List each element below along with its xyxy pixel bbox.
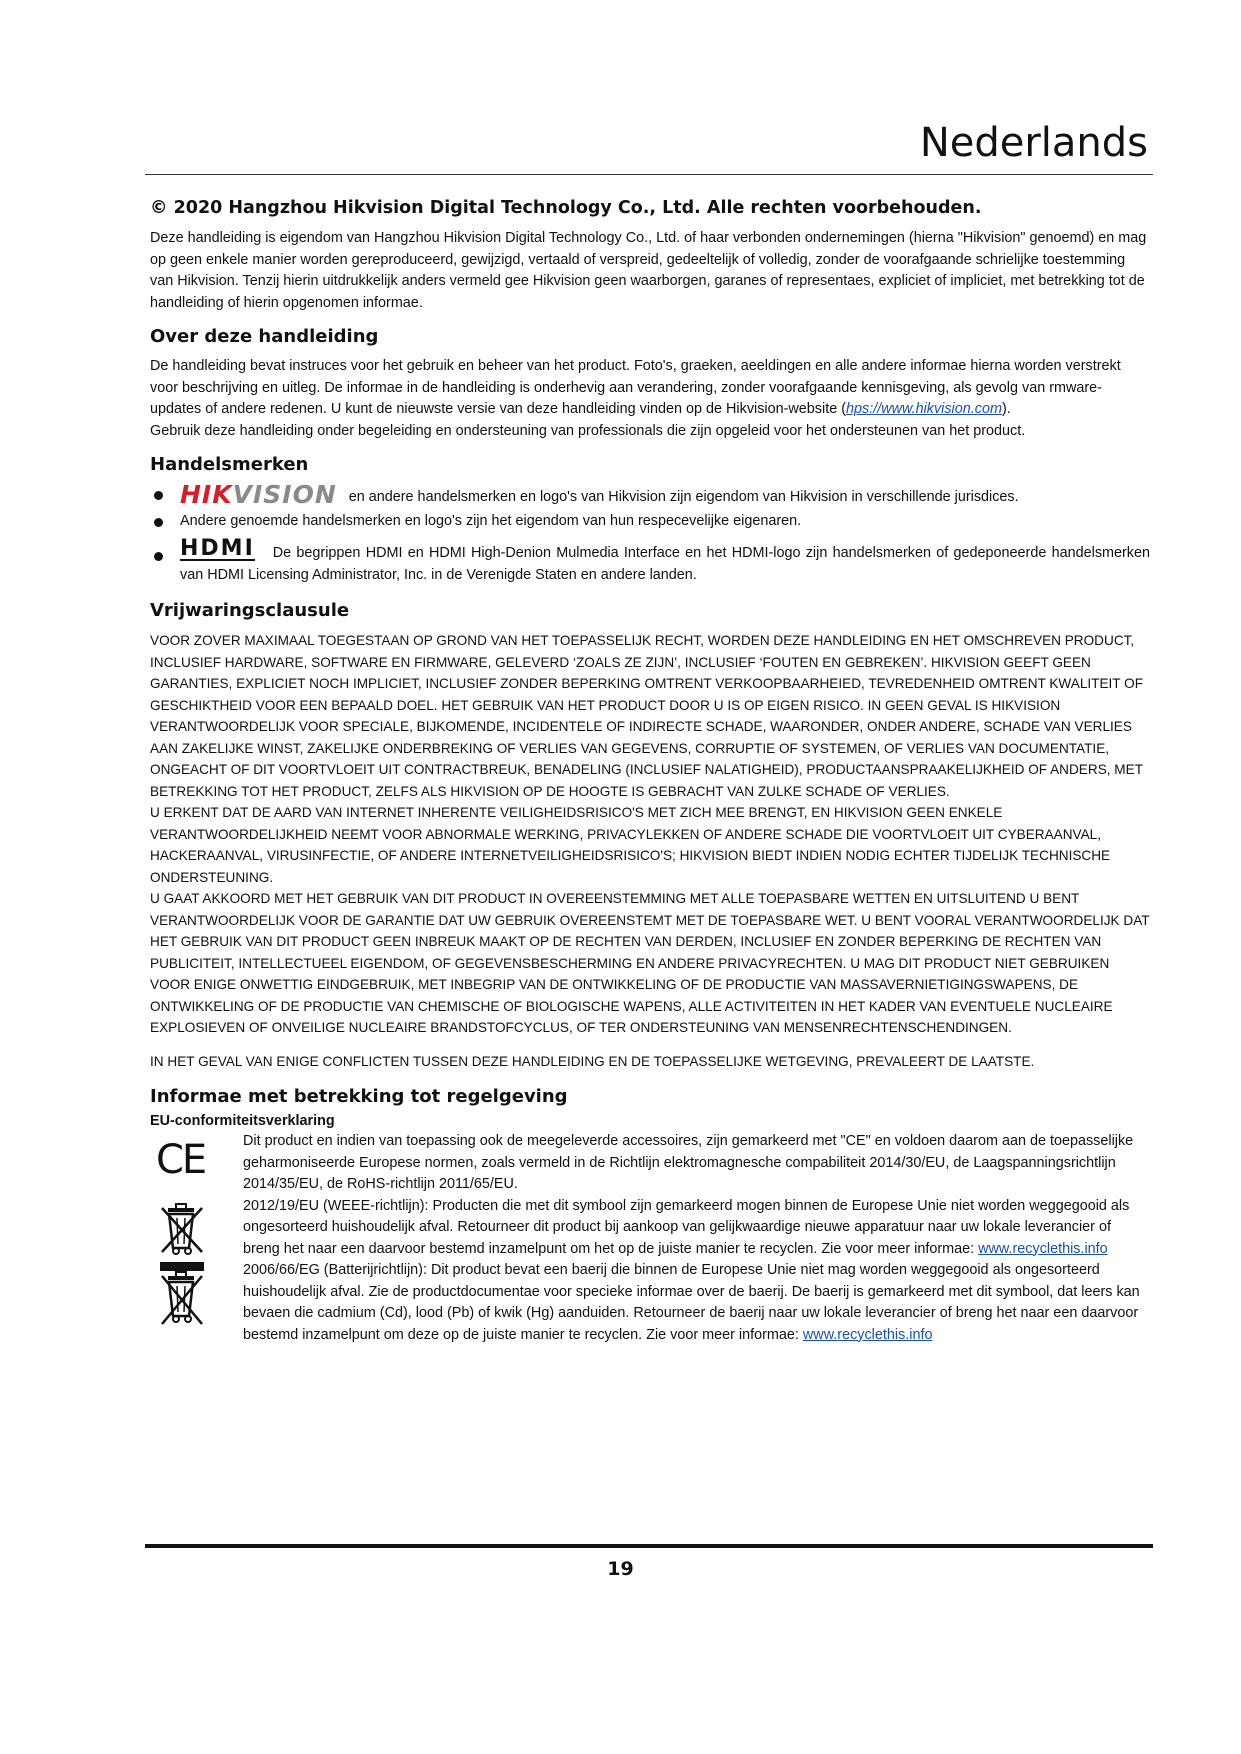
trademarks-list <box>150 480 1150 586</box>
battery-recycle-link[interactable]: www.recyclethis.info <box>802 1326 933 1343</box>
trademark-text-2: Andere genoemde handelsmerken en logo's zijn het eigendom van hun respecevelijke eigenaren. <box>180 512 802 529</box>
intro-paragraph: Deze handleiding is eigendom van Hangzhou Hikvision Digital Technology Co., Ltd. of haar verbonden ondernemingen (hierna "Hikvision" genoemd) en mag op geen enkele manier worden gereproduceerd, gewijzigd, vertaald of verspreid, gedeeltelijk of volledig, zonder de voorafgaande schrielijke toestemming van Hikvision. Tenzij hierin uitdrukkelijk anders vermeld gee Hikvision geen waarborgen, garanes of representaes, expliciet of impliciet, met betrekking tot de handleiding of hierin opgenomen informae. <box>150 230 1147 311</box>
regulatory-heading: Informae met betrekking tot regelgeving <box>150 1086 568 1107</box>
footer-rule <box>145 1544 1153 1548</box>
trademark-item-hikvision <box>150 480 1150 509</box>
bullet-icon <box>154 552 163 561</box>
disclaimer-paragraph-1: VOOR ZOVER MAXIMAAL TOEGESTAAN OP GROND VAN HET TOEPASSELIJK RECHT, WORDEN DEZE HANDLEIDING EN HET OMSCHREVEN PRODUCT, INCLUSIEF HARDWARE, SOFTWARE EN FIRMWARE, GELEVERD ‘ZOALS ZE ZIJN’, INCLUSIEF ‘FOUTEN EN GEBREKEN’. HIKVISION GEEFT GEEN GARANTIES, EXPLICIET NOCH IMPLICIET, INCLUSIEF ZONDER BEPERKING OMTRENT VERKOOPBAARHEIED, TEVREDENHEID OMTRENT KWALITEIT OF GESCHIKTHEID VOOR EEN BEPAALD DOEL. HET GEBRUIK VAN HET PRODUCT DOOR U IS OP EIGEN RISICO. IN GEEN GEVAL IS HIKVISION VERANTWOORDELIJK VOOR SPECIALE, BIJKOMENDE, INCIDENTELE OF INDIRECTE SCHADE, WAARONDER, ONDER ANDERE, SCHADE VAN VERLIES AAN ZAKELIJKE WINST, ZAKELIJKE ONDERBREKING OF VERLIES VAN GEGEVENS, CORRUPTIE OF SYSTEMEN, OF VERLIES VAN DOCUMENTATIE, ONGEACHT OF DIT VOORTVLOEIT UIT CONTRACTBREUK, BENADELING (INCLUSIEF NALATIGHEID), PRODUCTAANSPRAAKELIJKHEID OF ANDERS, MET BETREKKING TOT HET PRODUCT, ZELFS ALS HIKVISION OP DE HOOGTE IS GEBRACHT VAN ZULKE SCHADE OF VERLIES. <box>150 633 1144 799</box>
language-title: Nederlands <box>919 120 1148 166</box>
weee-description: 2012/19/EU (WEEE-richtlijn): Producten die met dit symbool zijn gemarkeerd mogen binnen de Europese Unie niet worden weggegooid als ongesorteerd huishoudelijk afval. Retourneer dit product bij aankoop van gelijkwaardige nieuwe apparatuur naar uw lokale leverancier of breng het naar een daarvoor bestemd inzamelpunt om het op de juiste manier te recyclen. Zie voor meer informae: <box>243 1197 1130 1257</box>
about-paragraph-2: Gebruik deze handleiding onder begeleiding en ondersteuning van professionals die zijn opgeleid voor het ondersteunen van het product. <box>150 422 1026 439</box>
disclaimer-paragraph-2: U ERKENT DAT DE AARD VAN INTERNET INHERENTE VEILIGHEIDSRISICO'S MET ZICH MEE BRENGT, EN HIKVISION GEEN ENKELE VERANTWOORDELIJKHEID NEEMT VOOR ABNORMALE WERKING, PRIVACYLEKKEN OF ANDERE SCHADE DIE VOORTVLOEIT UIT CYBERAANVAL, HACKERAANVAL, VIRUSINFECTIE, OF ANDERE INTERNETVEILIGHEIDSRISICO'S; HIKVISION BIEDT INDIEN NODIG ECHTER TIJDELIJK TECHNISCHE ONDERSTEUNING. <box>150 805 1111 885</box>
header-rule <box>145 174 1153 175</box>
about-paragraph <box>150 356 1150 421</box>
hdmi-logo: HDMI <box>180 536 255 561</box>
hikvision-website-link[interactable]: hps://www.hikvision.com <box>846 401 1002 417</box>
disclaimer-heading: Vrijwaringsclausule <box>150 600 350 621</box>
weee-text <box>243 1196 1150 1261</box>
about-text-end: ). <box>1001 401 1011 417</box>
about-heading: Over deze handleiding <box>150 326 379 347</box>
page-number: 19 <box>607 1558 634 1580</box>
hikvision-logo: HIKVISION <box>180 480 337 509</box>
weee-recycle-link[interactable]: www.recyclethis.info <box>978 1240 1108 1257</box>
bullet-icon <box>154 491 163 500</box>
about-text: De handleiding bevat instruces voor het gebruik en beheer van het product. Foto's, graeken, aeeldingen en alle andere informae hierna worden verstrekt voor beschrijving en uitleg. De informae in de handleiding is onderhevig aan verandering, zonder voorafgaande kennisgeving, als gevolg van rmware-updates of andere redenen. U kunt de nieuwste versie van deze handleiding vinden op de Hikvision-website ( <box>150 358 1121 417</box>
trademarks-heading: Handelsmerken <box>150 454 309 475</box>
weee-section <box>150 1196 1150 1261</box>
battery-text <box>243 1260 1150 1346</box>
ce-mark-icon: CE <box>156 1137 206 1183</box>
trademark-item-hdmi <box>150 536 1150 586</box>
battery-description: 2006/66/EG (Batterijrichtlijn): Dit product bevat een baerij die binnen de Europese Unie niet mag worden weggegooid als ongesorteerd huishoudelijk afval. Zie de productdocumentae voor specieke informae over de baerij. De baerij is gemarkeerd met dit symbool, dat leers kan bevaen die cadmium (Cd), lood (Pb) of kwik (Hg) aanduiden. Retourneer de baerij naar uw lokale leverancier of breng het naar een daarvoor bestemd inzamelpunt om deze op de juiste manier te recyclen. Zie voor meer informae: <box>243 1262 1140 1343</box>
disclaimer-paragraph-3: U GAAT AKKOORD MET HET GEBRUIK VAN DIT PRODUCT IN OVEREENSTEMMING MET ALLE TOEPASBARE WETTEN EN UITSLUITEND U BENT VERANTWOORDELIJK VOOR DE GARANTIE DAT UW GEBRUIK OVEREENSTEMT MET DE TOEPASBARE WET. U BENT VOORAL VERANTWOORDELIJK DAT HET GEBRUIK VAN DIT PRODUCT GEEN INBREUK MAAKT OP DE RECHTEN VAN DERDEN, INCLUSIEF EN ZONDER BEPERKING DE RECHTEN VAN PUBLICITEIT, INTELLECTUEEL EIGENDOM, OF GEGEVENSBESCHERMING EN ANDERE PRIVACYRECHTEN. U MAG DIT PRODUCT NIET GEBRUIKEN VOOR ENIGE ONWETTIG EINDGEBRUIK, MET INBEGRIP VAN DE ONTWIKKELING OF DE PRODUCTIE VAN MASSAVERNIETIGINGSWAPENS, DE ONTWIKKELING OF DE PRODUCTIE VAN CHEMISCHE OF BIOLOGISCHE WAPENS, ALLE ACTIVITEITEN IN HET KADER VAN EVENTUELE NUCLEAIRE EXPLOSIEVEN OF ONVEILIGE NUCLEAIRE BRANDSTOFCYCLUS, OF TER ONDERSTEUNING VAN MENSENRECHTENSCHENDINGEN. <box>150 891 1150 1035</box>
trademark-item-other <box>150 511 1150 533</box>
ce-text: Dit product en indien van toepassing ook de meegeleverde accessoires, zijn gemarkeerd met "CE" en voldoen daarom aan de toepasselijke geharmoniseerde Europese normen, zoals vermeld in de Richtlijn elektromagnesche compabiliteit 2014/30/EU, de Laagspanningsrichtlijn 2014/35/EU, de RoHS-richtlijn 2011/65/EU. <box>243 1133 1134 1192</box>
ce-section <box>150 1131 1150 1196</box>
disclaimer-body <box>150 630 1150 1072</box>
battery-section <box>150 1260 1150 1346</box>
bullet-icon <box>154 518 163 527</box>
trademark-text-3: De begrippen HDMI en HDMI High-Denion Mulmedia Interface en het HDMI-logo zijn handelsmerken of gedeponeerde handelsmerken van HDMI Licensing Administrator, Inc. in de Verenigde Staten en andere landen. <box>180 545 1150 583</box>
eu-conformity-heading: EU-conformiteitsverklaring <box>150 1113 335 1129</box>
copyright-line: © 2020 Hangzhou Hikvision Digital Technology Co., Ltd. Alle rechten voorbehouden. <box>150 198 982 218</box>
page-content <box>150 198 1150 1346</box>
disclaimer-paragraph-4: IN HET GEVAL VAN ENIGE CONFLICTEN TUSSEN DEZE HANDLEIDING EN DE TOEPASSELIJKE WETGEVING, PREVALEERT DE LAATSTE. <box>150 1053 1035 1069</box>
trademark-text-1: en andere handelsmerken en logo's van Hikvision zijn eigendom van Hikvision in verschillende jurisdices. <box>348 489 1019 505</box>
crossed-battery-bin-icon <box>158 1270 206 1335</box>
